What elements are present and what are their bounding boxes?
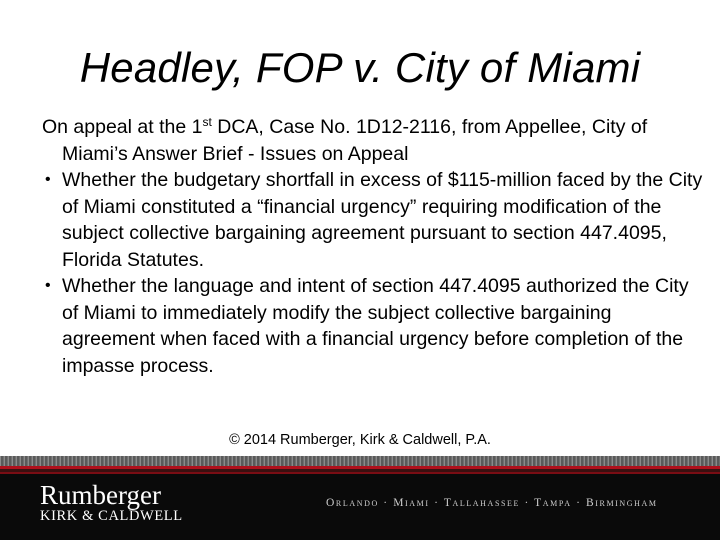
ordinal-superscript: st bbox=[202, 115, 212, 129]
footer-texture-strip bbox=[0, 456, 720, 466]
slide-body bbox=[42, 114, 710, 379]
issue-bullet-1: • Whether the budgetary shortfall in excess of $115-million faced by the City of Miami constituted a “financial urgency” requiring modification of the subject collective bargaining agreement pursuant to section 447.4095, Florida Statutes. bbox=[42, 167, 710, 273]
slide-title: Headley, FOP v. City of Miami bbox=[79, 44, 641, 91]
firm-logo-subtitle: KIRK & CALDWELL bbox=[40, 508, 183, 524]
copyright-notice: © 2014 Rumberger, Kirk & Caldwell, P.A. bbox=[229, 432, 491, 448]
office-locations: Orlando · Miami · Tallahassee · Tampa · Birmingham bbox=[326, 497, 658, 509]
footer-red-stripe-2 bbox=[0, 472, 720, 474]
firm-logo-name: Rumberger bbox=[40, 480, 161, 510]
footer-banner bbox=[0, 456, 720, 540]
issues-list bbox=[42, 167, 710, 379]
intro-text-end: DCA, Case No. 1D12-2116, from Appellee, City of Miami’s Answer Brief - Issues on Appeal bbox=[62, 116, 648, 165]
intro-text-start: On appeal at the 1 bbox=[42, 116, 203, 138]
intro-paragraph bbox=[42, 114, 710, 167]
issue-bullet-2: • Whether the language and intent of section 447.4095 authorized the City of Miami to immediately modify the subject collective bargaining agreement when faced with a financial urgency before completion of the impasse process. bbox=[42, 273, 710, 379]
